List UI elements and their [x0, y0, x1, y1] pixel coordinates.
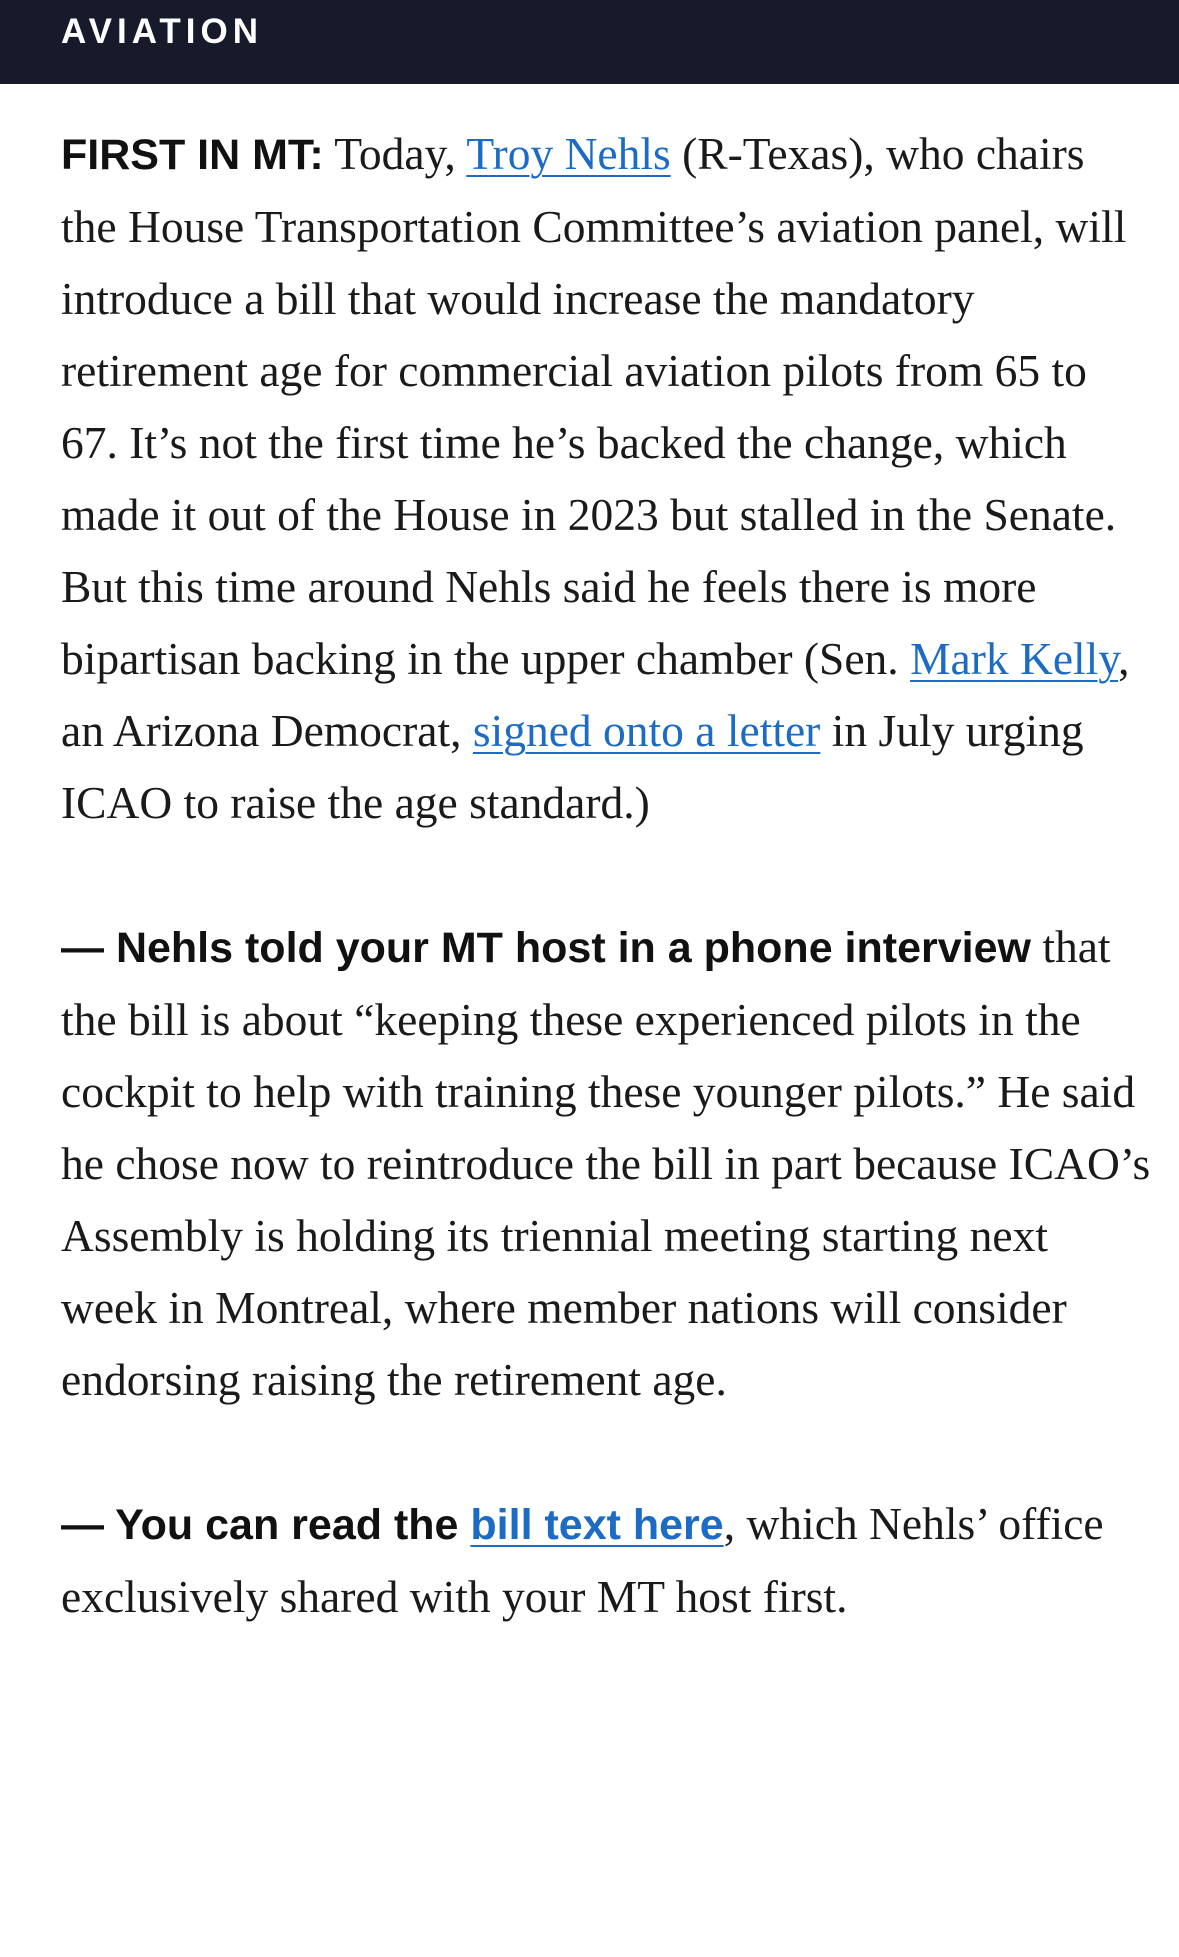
paragraph-first-in-mt — [61, 118, 1151, 839]
paragraph-lead: FIRST IN MT: — [61, 131, 324, 179]
paragraph-text: , which Nehls’ office exclusively shared with your MT host first. — [61, 1498, 1104, 1622]
section-label: AVIATION — [61, 12, 264, 51]
troy-nehls-link[interactable]: Troy Nehls — [466, 128, 671, 179]
paragraph-text: in July urging ICAO to raise the age standard.) — [61, 705, 1084, 828]
section-header — [0, 0, 1179, 84]
bill-text-link[interactable]: bill text here — [470, 1501, 724, 1549]
paragraph-text: (R-Texas), who chairs the House Transportation Committee’s aviation panel, will introduce a bill that would increase the mandatory retirement age for commercial aviation pilots from 65 to 67. It’s not the first time he’s backed the change, which made it out of the House in 2023 but stalled in the Senate. But this time around Nehls said he feels there is more bipartisan backing in the upper chamber (Sen. — [61, 128, 1127, 684]
signed-letter-link[interactable]: signed onto a letter — [472, 705, 821, 756]
paragraph-text: , an Arizona Democrat, — [61, 633, 1130, 756]
paragraph-text: Today, — [323, 128, 467, 179]
paragraph-text: that the bill is about “keeping these experienced pilots in the cockpit to help with training these younger pilots.” He said he chose now to reintroduce the bill in part because ICAO’s Assembly is holding its triennial meeting starting next week in Montreal, where member nations will consider endorsing raising the retirement age. — [61, 921, 1151, 1405]
article-body — [61, 118, 1151, 1705]
paragraph-lead — [61, 1501, 724, 1549]
paragraph-lead: — Nehls told your MT host in a phone interview — [61, 924, 1031, 972]
mark-kelly-link[interactable]: Mark Kelly — [910, 633, 1119, 684]
paragraph-lead-text: — You can read the — [61, 1501, 471, 1549]
paragraph-bill-text — [61, 1488, 1151, 1633]
paragraph-interview — [61, 911, 1151, 1416]
